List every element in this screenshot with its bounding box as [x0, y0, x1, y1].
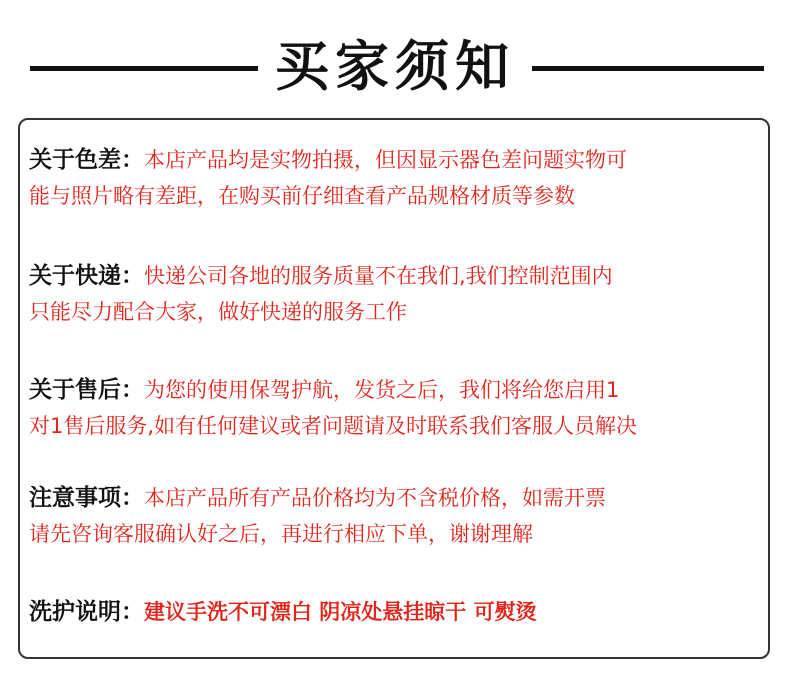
notice-shipping [29, 258, 769, 330]
notice-text: 本店产品均是实物拍摄，但因显示器色差问题实物可 [144, 148, 627, 172]
notice-line [29, 594, 769, 630]
notice-label: 洗护说明： [29, 599, 144, 625]
notice-text: 请先咨询客服确认好之后，再进行相应下单，谢谢理解 [29, 522, 533, 546]
notice-label: 关于售后： [29, 377, 144, 403]
notice-text: 为您的使用保驾护航，发货之后，我们将给您启用1 [144, 378, 620, 402]
notice-text: 快递公司各地的服务质量不在我们,我们控制范围内 [144, 264, 613, 288]
notice-text: 建议手洗不可漂白 阴凉处悬挂晾干 可熨烫 [144, 600, 537, 624]
header-right-rule [532, 66, 764, 71]
notice-care-instructions [29, 594, 769, 630]
notice-panel [18, 118, 770, 659]
notice-line [29, 480, 769, 516]
notice-after-sales [29, 372, 769, 444]
notice-color-difference [29, 142, 769, 214]
header-left-rule [30, 66, 258, 71]
notice-attention [29, 480, 769, 552]
notice-text: 能与照片略有差距，在购买前仔细查看产品规格材质等参数 [29, 184, 575, 208]
notice-label: 注意事项： [29, 485, 144, 511]
notice-text: 本店产品所有产品价格均为不含税价格，如需开票 [144, 486, 606, 510]
notice-label: 关于快递： [29, 263, 144, 289]
header [0, 22, 790, 112]
page-title: 买家须知 [275, 35, 515, 98]
notice-label: 关于色差： [29, 147, 144, 173]
notice-line [29, 258, 769, 294]
notice-line [29, 142, 769, 178]
notice-line [29, 372, 769, 408]
notice-text: 对1售后服务,如有任何建议或者问题请及时联系我们客服人员解决 [29, 414, 638, 438]
notice-text: 只能尽力配合大家，做好快递的服务工作 [29, 300, 407, 324]
